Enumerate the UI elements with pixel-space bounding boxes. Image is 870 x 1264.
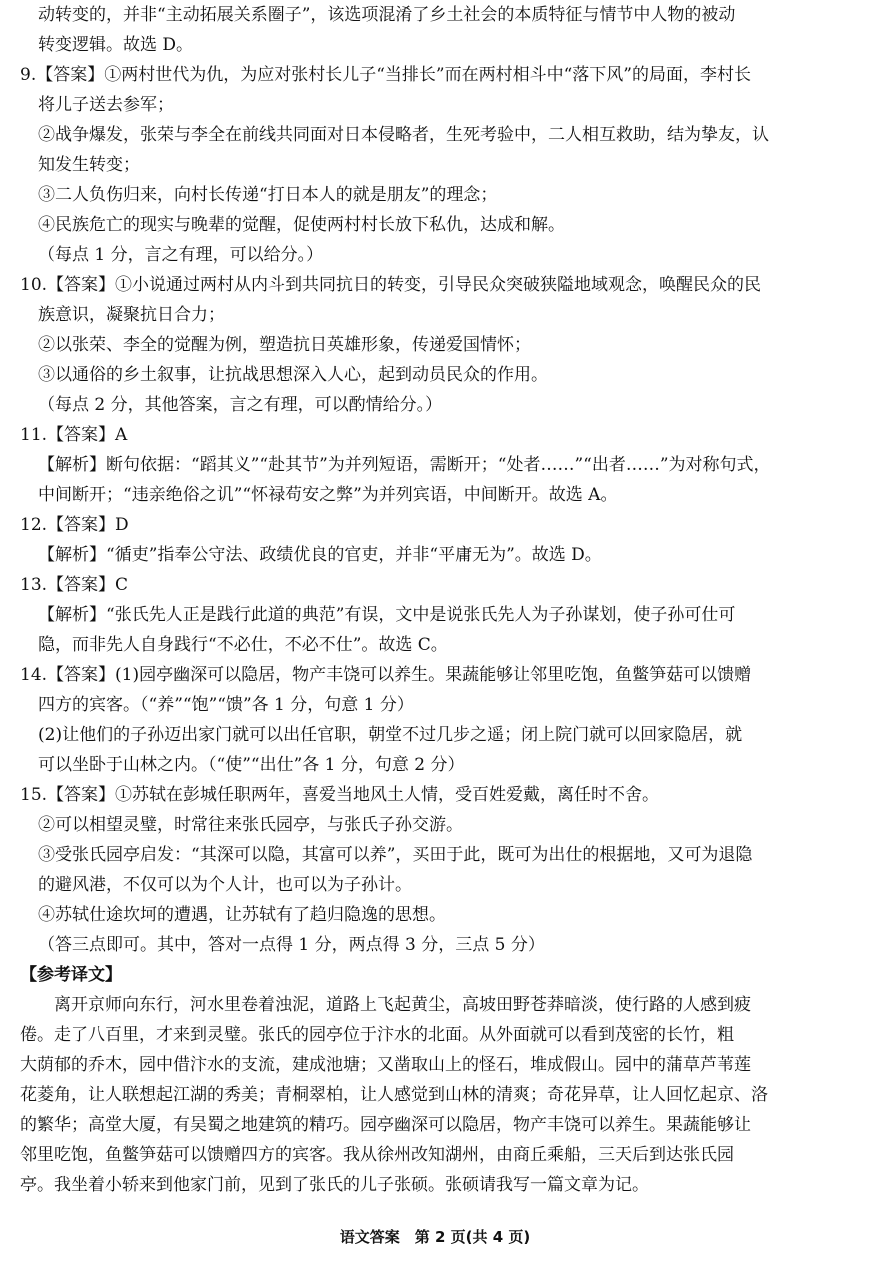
text-line: 知发生转变；: [38, 155, 140, 175]
continued-explanation: [20, 0, 854, 60]
scoring-note: （每点 1 分，言之有理，可以给分。）: [38, 245, 324, 265]
translation-line: 倦。走了八百里，才来到灵璧。张氏的园亭位于汴水的北面。从外面就可以看到茂密的长竹，粗: [20, 1025, 734, 1045]
answer-15: [20, 780, 854, 960]
text-line: ③以通俗的乡土叙事，让抗战思想深入人心，起到动员民众的作用。: [38, 365, 548, 385]
text-line: 可以坐卧于山林之内。（“使”“出仕”各 1 分，句意 2 分）: [38, 755, 465, 775]
text-line: ②以张荣、李全的觉醒为例，塑造抗日英雄形象，传递爱国情怀；: [38, 335, 531, 355]
translation-heading: 【参考译文】: [20, 965, 122, 985]
reference-translation: [20, 960, 854, 1200]
answer-9: [20, 60, 854, 270]
answer-line: 12.【答案】D: [20, 515, 129, 535]
answer-line: 9.【答案】①两村世代为仇，为应对张村长儿子“当排长”而在两村相斗中“落下风”的局面，李村长: [20, 65, 751, 85]
text-line: ④苏轼仕途坎坷的遭遇，让苏轼有了趋归隐逸的思想。: [38, 905, 446, 925]
answer-14: [20, 660, 854, 780]
translation-line: 离开京师向东行，河水里卷着浊泥，道路上飞起黄尘，高坡田野苍莽暗淡，使行路的人感到疲: [54, 995, 751, 1015]
text-line: ④民族危亡的现实与晚辈的觉醒，促使两村村长放下私仇，达成和解。: [38, 215, 565, 235]
text-line: 转变逻辑。故选 D。: [38, 35, 194, 55]
translation-line: 的繁华；高堂大厦，有吴蜀之地建筑的精巧。园亭幽深可以隐居，物产丰饶可以养生。果蔬能够让: [20, 1115, 751, 1135]
text-line: ②可以相望灵璧，时常往来张氏园亭，与张氏子孙交游。: [38, 815, 463, 835]
answer-13: [20, 570, 854, 660]
text-line: 动转变的，并非“主动拓展关系圈子”，该选项混淆了乡土社会的本质特征与情节中人物的被动: [38, 5, 736, 25]
translation-line: 花菱角，让人联想起江湖的秀美；青桐翠柏，让人感觉到山林的清爽；奇花异草，让人回忆起京、洛: [20, 1085, 768, 1105]
answer-line: 10.【答案】①小说通过两村从内斗到共同抗日的转变，引导民众突破狭隘地域观念，唤醒民众的民: [20, 275, 762, 295]
answer-12: [20, 510, 854, 570]
translation-line: 邻里吃饱，鱼鳖笋菇可以馈赠四方的宾客。我从徐州改知湖州，由商丘乘船，三天后到达张氏园: [20, 1145, 734, 1165]
answer-10: [20, 270, 854, 420]
translation-line: 亭。我坐着小轿来到他家门前，见到了张氏的儿子张硕。张硕请我写一篇文章为记。: [20, 1175, 649, 1195]
answer-line: 14.【答案】(1)园亭幽深可以隐居，物产丰饶可以养生。果蔬能够让邻里吃饱，鱼鳖笋菇可以馈赠: [20, 665, 752, 685]
scoring-note: （答三点即可。其中，答对一点得 1 分，两点得 3 分，三点 5 分）: [38, 935, 545, 955]
answer-11: [20, 420, 854, 510]
analysis-line: 【解析】“张氏先人正是践行此道的典范”有误，文中是说张氏先人为子孙谋划，使子孙可仕可: [38, 605, 736, 625]
text-line: 中间断开；“违亲绝俗之讥”“怀禄苟安之弊”为并列宾语，中间断开。故选 A。: [38, 485, 618, 505]
text-line: ③二人负伤归来，向村长传递“打日本人的就是朋友”的理念；: [38, 185, 498, 205]
text-line: ③受张氏园亭启发：“其深可以隐，其富可以养”，买田于此，既可为出仕的根据地，又可为退隐: [38, 845, 753, 865]
text-line: 隐，而非先人自身践行“不必仕，不必不仕”。故选 C。: [38, 635, 448, 655]
answer-line: 13.【答案】C: [20, 575, 129, 595]
page-content: [20, 0, 854, 1200]
text-line: 将儿子送去参军；: [38, 95, 174, 115]
analysis-line: 【解析】“循吏”指奉公守法、政绩优良的官吏，并非“平庸无为”。故选 D。: [38, 545, 602, 565]
answer-line: 15.【答案】①苏轼在彭城任职两年，喜爱当地风土人情，受百姓爱戴，离任时不舍。: [20, 785, 660, 805]
text-line: 四方的宾客。（“养”“饱”“馈”各 1 分，句意 1 分）: [38, 695, 414, 715]
text-line: (2)让他们的子孙迈出家门就可以出任官职，朝堂不过几步之遥；闭上院门就可以回家隐居，就: [38, 725, 743, 745]
text-line: ②战争爆发，张荣与李全在前线共同面对日本侵略者，生死考验中，二人相互救助，结为挚友，认: [38, 125, 769, 145]
scoring-note: （每点 2 分，其他答案，言之有理，可以酌情给分。）: [38, 395, 443, 415]
analysis-line: 【解析】断句依据：“蹈其义”“赴其节”为并列短语，需断开；“处者……”“出者……”为对称句式，: [38, 455, 771, 475]
text-line: 的避风港，不仅可以为个人计，也可以为子孙计。: [38, 875, 412, 895]
page-footer: 语文答案 第 2 页(共 4 页): [339, 1228, 531, 1246]
answer-line: 11.【答案】A: [20, 425, 128, 445]
translation-line: 大荫郁的乔木，园中借汴水的支流，建成池塘；又凿取山上的怪石，堆成假山。园中的蒲草芦苇莲: [20, 1055, 751, 1075]
text-line: 族意识，凝聚抗日合力；: [38, 305, 225, 325]
